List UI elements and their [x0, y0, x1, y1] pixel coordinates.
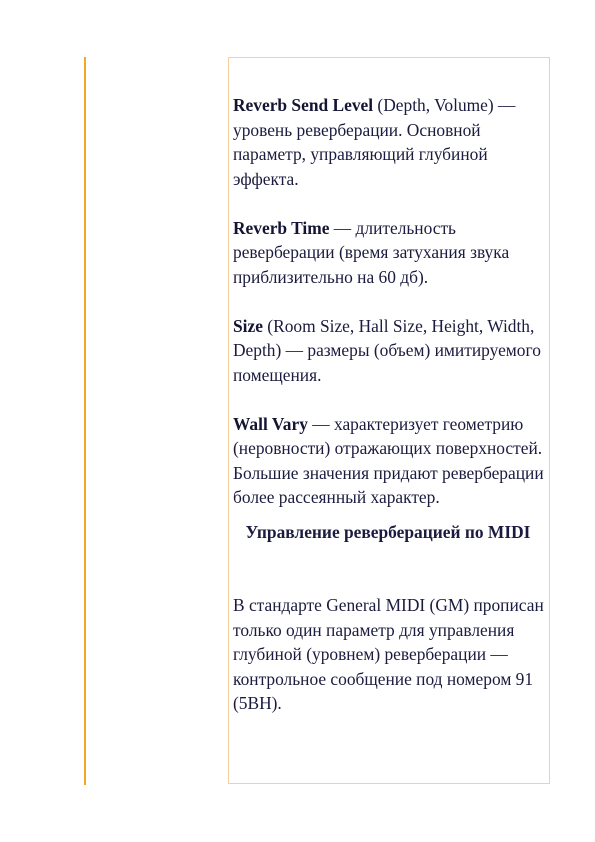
term-reverb-send-level: Reverb Send Level [233, 95, 374, 115]
section-heading: Управление реверберацией по MIDI [245, 521, 531, 542]
term-reverb-time: Reverb Time [233, 217, 330, 238]
definition-size: (Room Size, Hall Size, Height, Width, Depth) — размеры (объем) имитируемого помещения. [233, 315, 541, 385]
definition-reverb-time: — длительность реверберации (время затухания звука приблизительно на 60 дб). [233, 217, 510, 287]
term-size: Size [233, 315, 263, 336]
definition-reverb-send-level: (Depth, Volume) — уровень реверберации. Основной параметр, управляющий глубиной эффекта. [233, 95, 516, 189]
paragraph-wall-vary [233, 412, 551, 510]
paragraph-size [233, 314, 551, 388]
document-body [233, 93, 551, 716]
paragraph-reverb-time [233, 216, 551, 290]
left-margin-rule [84, 57, 86, 785]
term-wall-vary: Wall Vary [233, 413, 308, 434]
paragraph-general-midi: В стандарте General MIDI (GM) прописан только один параметр для управления глубиной (уровнем) реверберации — контрольное сообщение под номером 91 (5BH). [233, 595, 544, 713]
definition-wall-vary: — характеризует геометрию (неровности) отражающих поверхностей. Большие значения придают реверберации более рассеянный характер. [233, 413, 544, 507]
paragraph-reverb-send-level [233, 93, 551, 191]
